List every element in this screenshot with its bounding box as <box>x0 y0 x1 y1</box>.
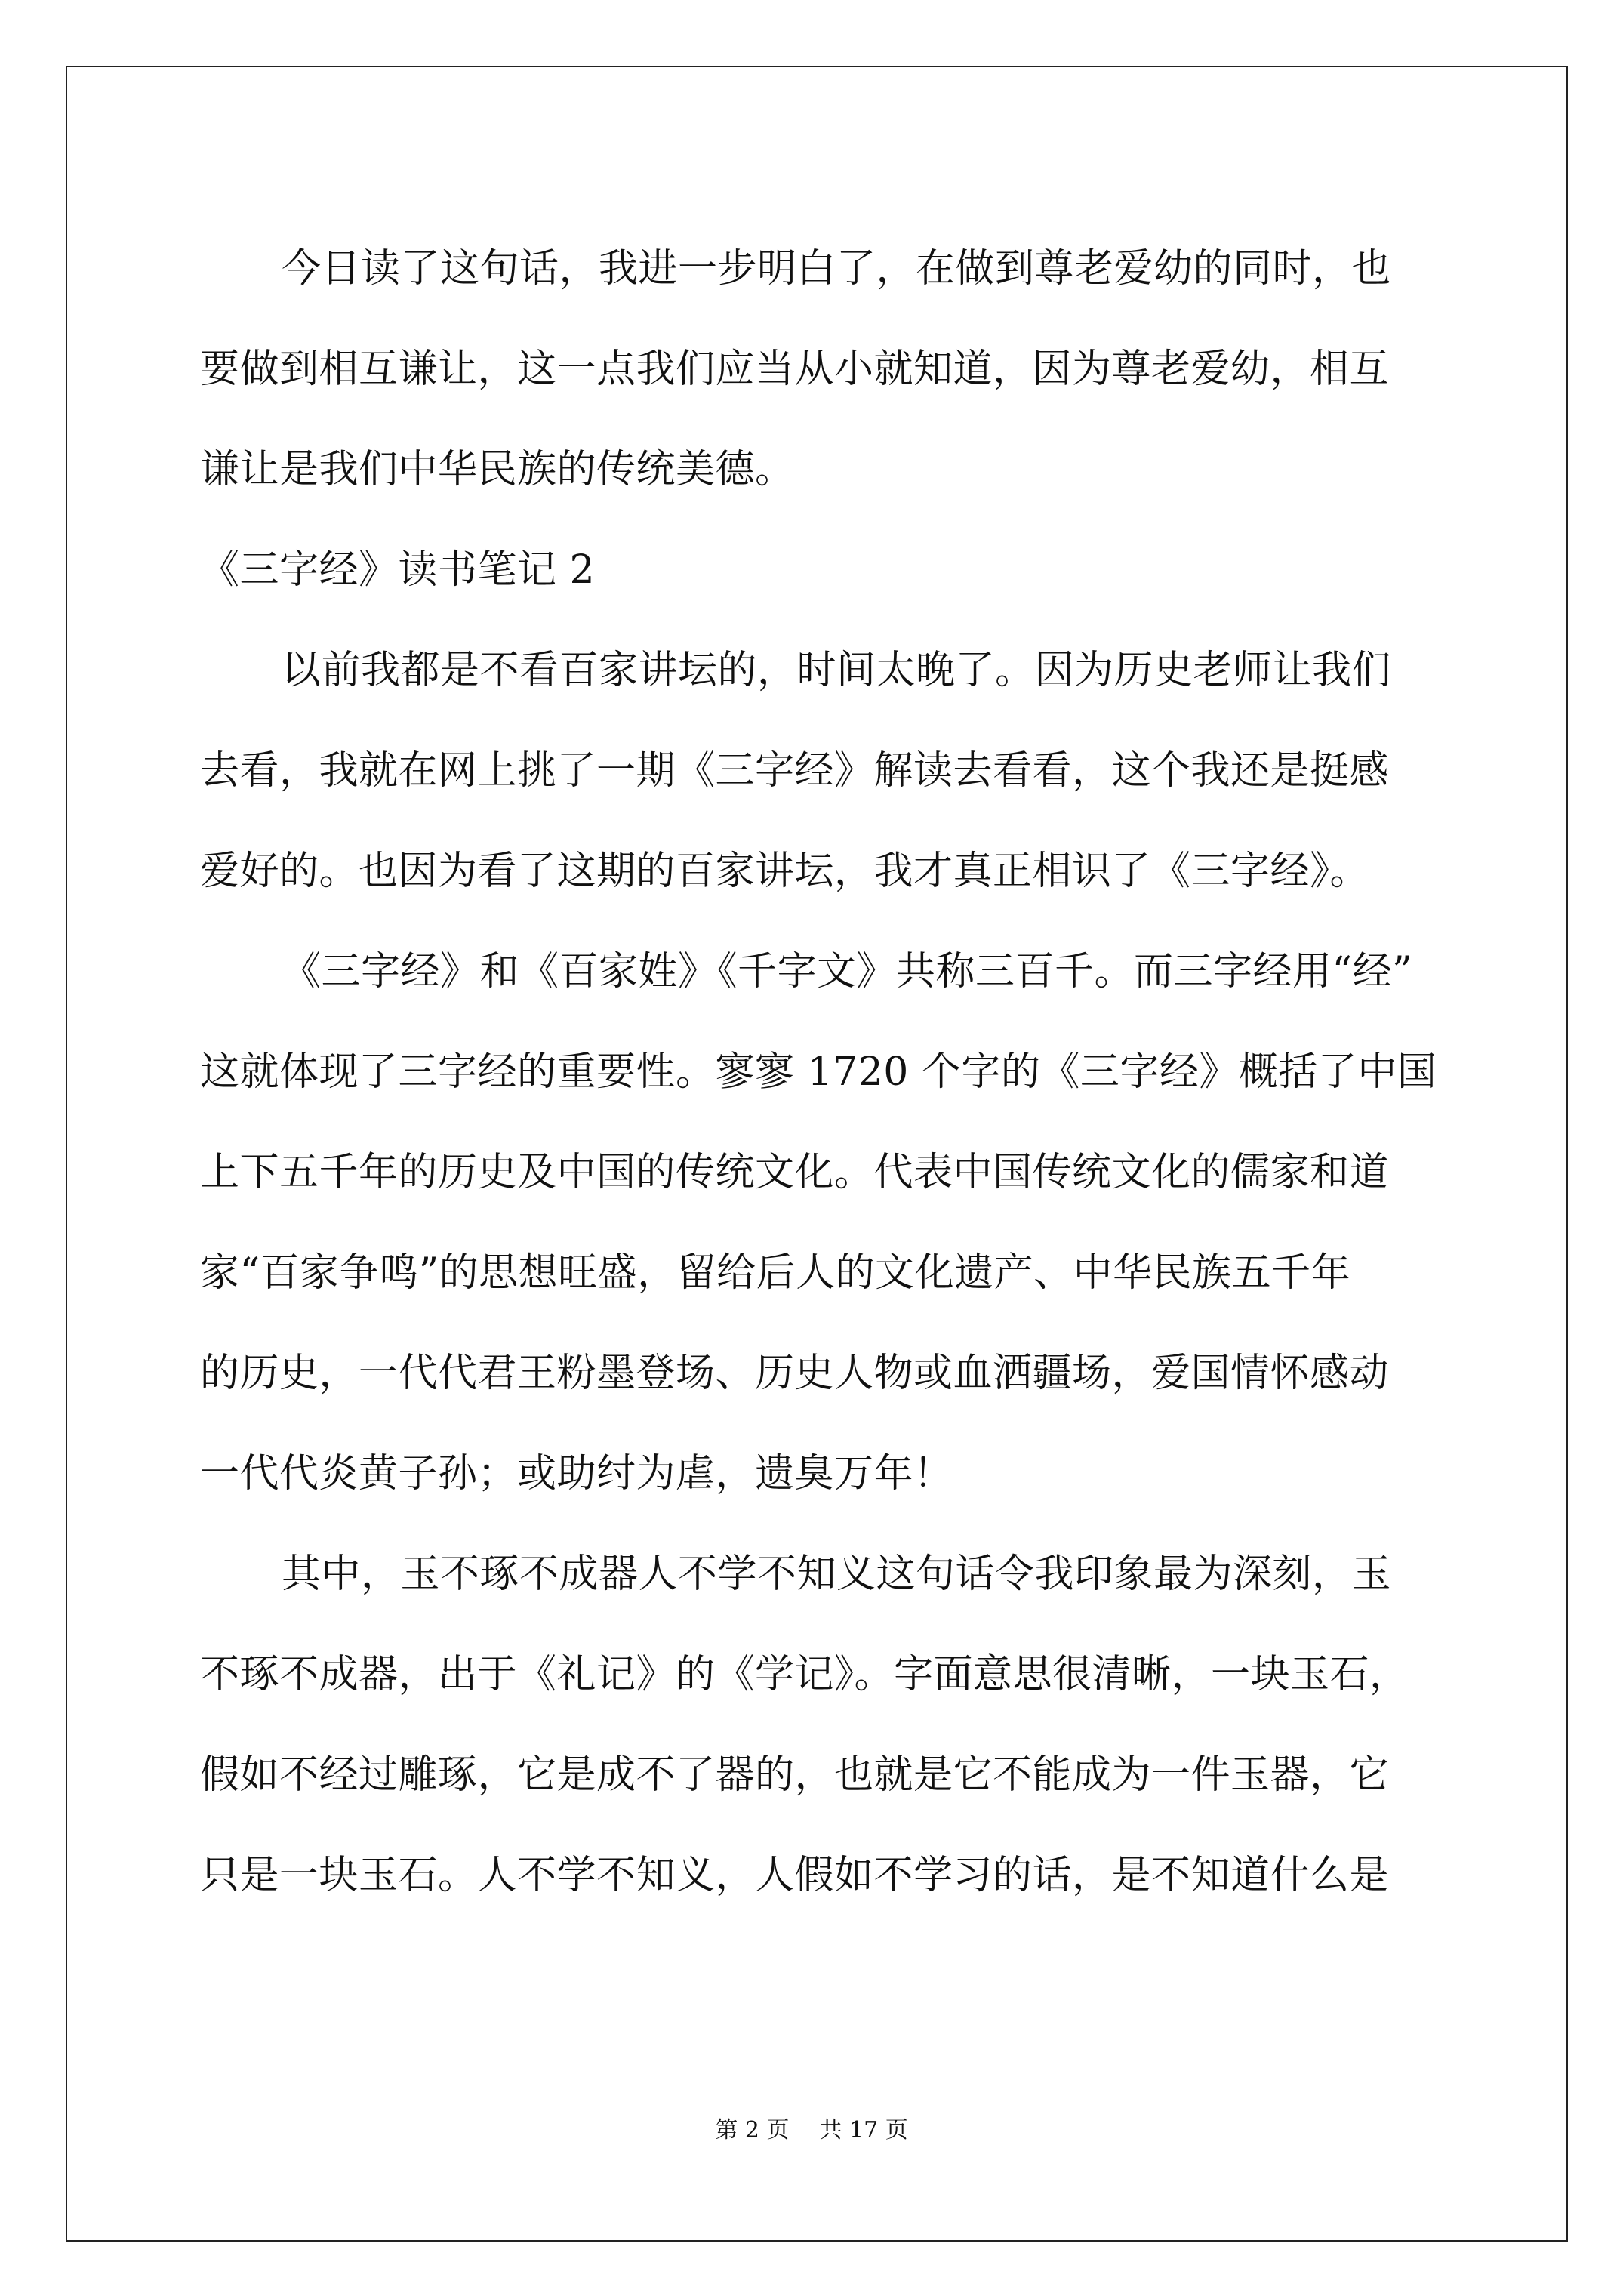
page-number: 第 2 页 <box>715 2117 790 2143</box>
paragraph-line: 《三字经》和《百家姓》《千字文》共称三百千。而三字经用“经” <box>282 949 1413 994</box>
paragraph-line: 的历史，一代代君王粉墨登场、历史人物或血洒疆场，爱国情怀感动 <box>200 1351 1390 1396</box>
paragraph-line: 以前我都是不看百家讲坛的，时间太晚了。因为历史老师让我们 <box>282 648 1392 693</box>
paragraph-line: 谦让是我们中华民族的传统美德。 <box>200 447 795 492</box>
paragraph-line: 爱好的。也因为看了这期的百家讲坛，我才真正相识了《三字经》。 <box>200 849 1370 894</box>
paragraph-line: 其中，玉不琢不成器人不学不知义这句话令我印象最为深刻，玉 <box>282 1552 1392 1597</box>
paragraph-line: 不琢不成器，出于《礼记》的《学记》。字面意思很清晰，一块玉石， <box>200 1652 1409 1697</box>
paragraph-line: 去看，我就在网上挑了一期《三字经》解读去看看，这个我还是挺感 <box>200 748 1390 794</box>
paragraph-line: 上下五千年的历史及中国的传统文化。代表中国传统文化的儒家和道 <box>200 1150 1390 1195</box>
page-total: 共 17 页 <box>819 2117 908 2143</box>
paragraph-line: 家“百家争鸣”的思想旺盛，留给后人的文化遗产、中华民族五千年 <box>200 1250 1351 1296</box>
paragraph-line: 假如不经过雕琢，它是成不了器的，也就是它不能成为一件玉器，它 <box>200 1752 1390 1798</box>
page-footer <box>0 2111 1623 2144</box>
section-heading: 《三字经》读书笔记 2 <box>200 547 596 593</box>
paragraph-line: 只是一块玉石。人不学不知义，人假如不学习的话，是不知道什么是 <box>200 1853 1390 1898</box>
document-body <box>200 219 1438 1926</box>
paragraph-line: 一代代炎黄子孙；或助纣为虐，遗臭万年！ <box>200 1451 953 1496</box>
paragraph-line: 要做到相互谦让，这一点我们应当从小就知道，因为尊老爱幼，相互 <box>200 347 1390 392</box>
paragraph-line: 这就体现了三字经的重要性。寥寥 1720 个字的《三字经》概括了中国 <box>200 1049 1437 1095</box>
paragraph-line: 今日读了这句话，我进一步明白了，在做到尊老爱幼的同时，也 <box>282 246 1392 291</box>
